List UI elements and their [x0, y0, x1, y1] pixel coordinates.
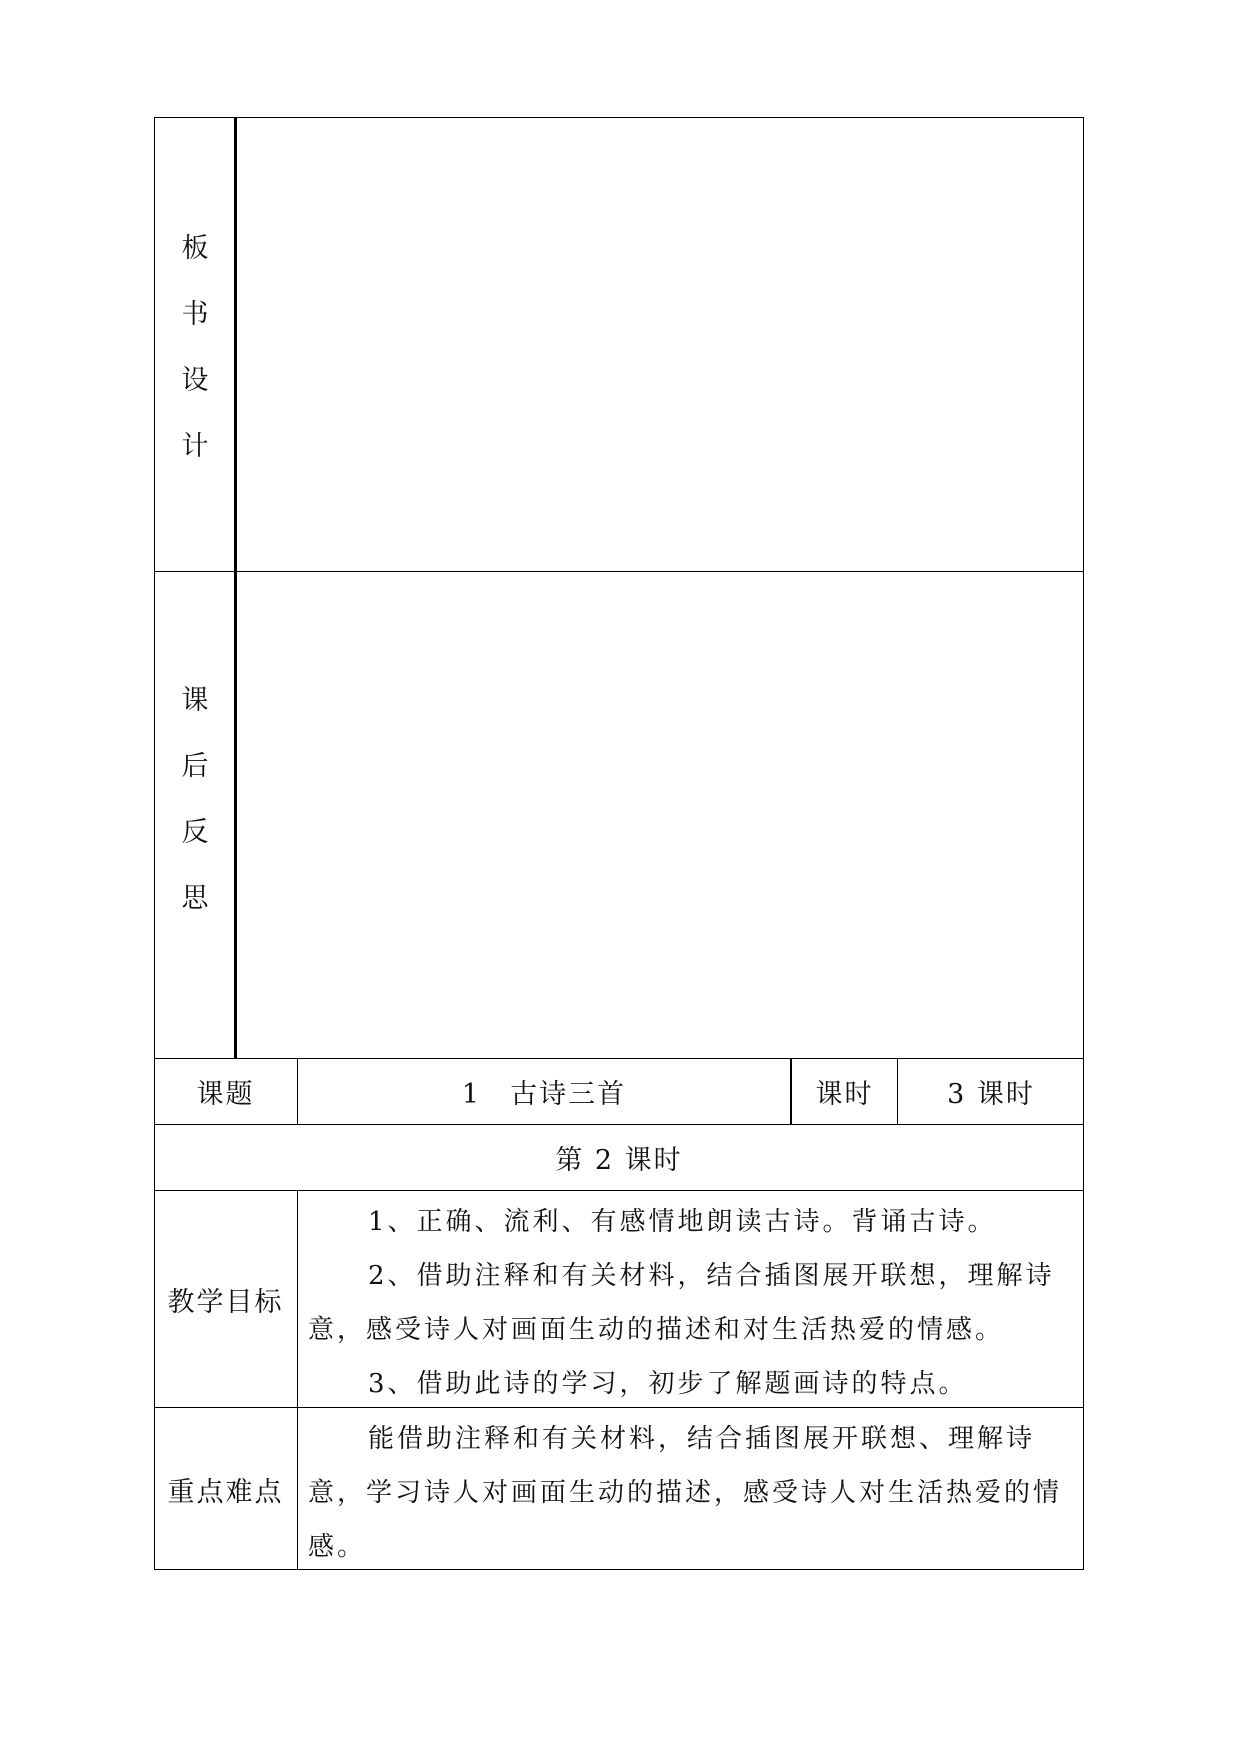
- col-divider-lower: [297, 1190, 298, 1570]
- hours-value: 3 课时: [947, 1078, 1035, 1110]
- board-design-cell: [154, 117, 1084, 572]
- period-title: 第 2 课时: [555, 1145, 683, 1176]
- reflection-cell: [154, 571, 1084, 1059]
- label-column-divider: [234, 117, 237, 1059]
- key-points-label: 重点难点: [167, 1476, 284, 1508]
- key-points-content: [308, 1412, 1076, 1574]
- goals-content: [308, 1195, 1076, 1411]
- goals-label: 教学目标: [167, 1286, 284, 1318]
- goal-item: 1、正确、流利、有感情地朗读古诗。背诵古诗。: [368, 1207, 997, 1237]
- row-divider-upper: [154, 571, 1084, 572]
- key-points-text: 能借助注释和有关材料，结合插图展开联想、理解诗意，学习诗人对画面生动的描述，感受诗人对生活热爱的情感。: [308, 1424, 1063, 1562]
- goal-item: 2、借助注释和有关材料，结合插图展开联想，理解诗意，感受诗人对画面生动的描述和对生活热爱的情感。: [308, 1261, 1055, 1345]
- goal-item: 3、借助此诗的学习，初步了解题画诗的特点。: [368, 1369, 968, 1399]
- board-design-label: 板 书 设 计: [181, 233, 209, 462]
- topic-value: 1 古诗三首: [461, 1078, 627, 1110]
- hours-label: 课时: [815, 1078, 874, 1110]
- reflection-label: 课 后 反 思: [181, 685, 209, 914]
- topic-label: 课题: [196, 1078, 255, 1110]
